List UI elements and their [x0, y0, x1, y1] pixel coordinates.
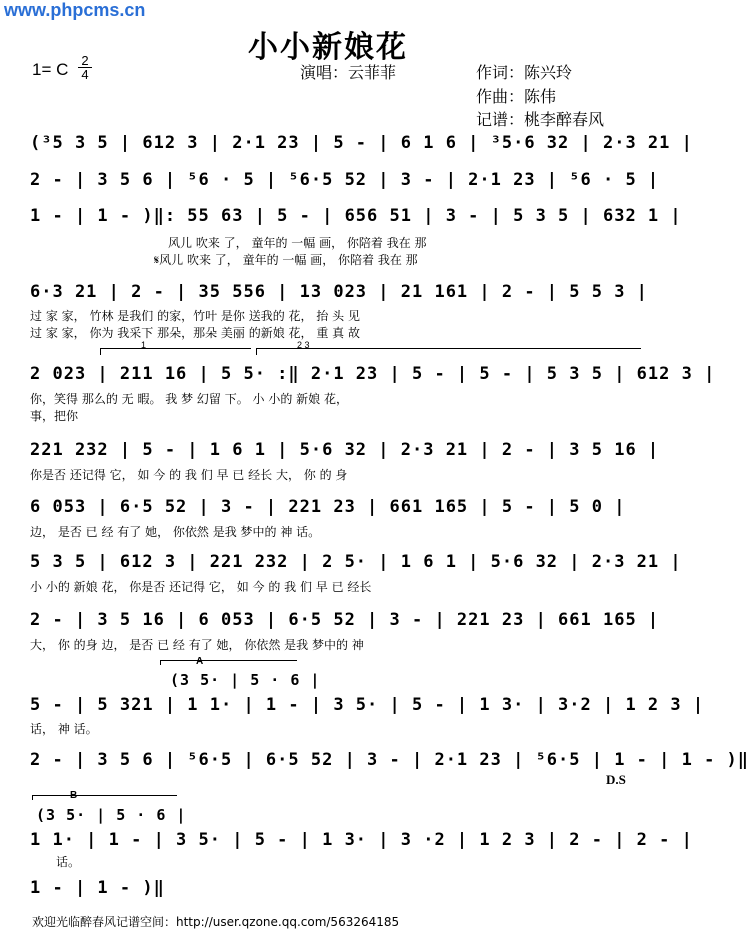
- score-line-11: 2 - | 3 5 6 | ⁵6·5 | 6·5 52 | 3 - | 2·1 23 | ⁵6·5 | 1 - | 1 - )‖: [30, 750, 749, 770]
- volta-second-ending: [256, 340, 641, 355]
- score-line-2: 2 - | 3 5 6 | ⁵6 · 5 | ⁵6·5 52 | 3 - | 2·1 23 | ⁵6 · 5 |: [30, 170, 660, 190]
- lyric-line-8a: 小 小的 新娘 花， 你是否 还记得 它， 如 今 的 我 们 早 已 经长: [30, 580, 372, 594]
- lyric-line-5a: 你，笑得 那么的 无 暇。 我 梦 幻留 下。 小 小的 新娘 花，: [30, 392, 348, 406]
- score-line-4: 6·3 21 | 2 - | 35 556 | 13 023 | 21 161 | 2 - | 5 5 3 |: [30, 282, 648, 302]
- lyric-line-3a: 风儿 吹来 了， 童年的 一幅 画， 你陪着 我在 那: [168, 236, 427, 250]
- score-line-10: 5 - | 5 321 | 1 1· | 1 - | 3 5· | 5 - | 1 3· | 3·2 | 1 2 3 |: [30, 695, 705, 715]
- coda-a-notes: (3 5· | 5 · 6 |: [170, 671, 321, 689]
- score-line-13: 1 - | 1 - )‖: [30, 878, 165, 898]
- song-title: 小小新娘花: [248, 30, 408, 65]
- composer-credit: 作曲：陈伟: [476, 87, 557, 106]
- score-line-12: 1 1· | 1 - | 3 5· | 5 - | 1 3· | 3 ·2 | 1 2 3 | 2 - | 2 - |: [30, 830, 693, 850]
- score-line-1: (³5 3 5 | 612 3 | 2·1 23 | 5 - | 6 1 6 | ³5·6 32 | 2·3 21 |: [30, 133, 693, 153]
- score-line-7: 6 053 | 6·5 52 | 3 - | 221 23 | 661 165 | 5 - | 5 0 |: [30, 497, 626, 517]
- meter-top: 2: [78, 54, 92, 68]
- coda-b-notes: (3 5· | 5 · 6 |: [36, 806, 187, 824]
- volta-first-label: 1: [141, 340, 147, 350]
- score-line-9: 2 - | 3 5 16 | 6 053 | 6·5 52 | 3 - | 221 23 | 661 165 |: [30, 610, 660, 630]
- lyric-line-4a: 过 家 家， 竹林 是我们 的家，竹叶 是你 送我的 花， 抬 头 见: [30, 309, 360, 323]
- score-line-5: 2 023 | 211 16 | 5 5· :‖ 2·1 23 | 5 - | 5 - | 5 3 5 | 612 3 |: [30, 364, 716, 384]
- key-signature: 1= C: [32, 60, 69, 79]
- coda-a-label: A: [196, 656, 204, 667]
- lyric-line-9a: 大， 你 的身 边， 是否 已 经 有了 她， 你依然 是我 梦中的 神: [30, 638, 364, 652]
- singer-credit: 演唱：云菲菲: [300, 63, 397, 82]
- lyric-line-10a: 话， 神 话。: [30, 722, 98, 736]
- lyric-line-4b: 过 家 家， 你为 我采下 那朵，那朵 美丽 的新娘 花， 重 真 故: [30, 326, 360, 340]
- meter-bottom: 4: [81, 67, 89, 82]
- site-watermark: www.phpcms.cn: [4, 0, 146, 20]
- lyric-line-12a: 话。: [56, 855, 81, 869]
- lyric-line-3b: 𝄋风儿 吹来 了， 童年的 一幅 画， 你陪着 我在 那: [154, 253, 418, 267]
- score-line-6: 221 232 | 5 - | 1 6 1 | 5·6 32 | 2·3 21 | 2 - | 3 5 16 |: [30, 440, 660, 460]
- transcriber-credit: 记谱：桃李醉春风: [476, 110, 605, 129]
- volta-first-ending: [100, 340, 251, 355]
- dal-segno-mark: D.S: [606, 772, 626, 787]
- lyric-line-6a: 你是否 还记得 它， 如 今 的 我 们 早 已 经长 大， 你 的 身: [30, 468, 348, 482]
- coda-b-label: B: [70, 790, 78, 801]
- coda-a-bracket: [160, 660, 297, 665]
- lyric-line-7a: 边， 是否 已 经 有了 她， 你依然 是我 梦中的 神 话。: [30, 525, 321, 539]
- volta-second-label: 2 3: [297, 340, 310, 350]
- score-line-8: 5 3 5 | 612 3 | 221 232 | 2 5· | 1 6 1 | 5·6 32 | 2·3 21 |: [30, 552, 682, 572]
- footer-note: 欢迎光临醉春风记谱空间：http://user.qzone.qq.com/563264185: [32, 915, 400, 929]
- time-signature: [78, 54, 92, 81]
- score-line-3: 1 - | 1 - )‖: 55 63 | 5 - | 656 51 | 3 - | 5 3 5 | 632 1 |: [30, 206, 682, 226]
- coda-b-bracket: [32, 795, 177, 800]
- lyricist-credit: 作词：陈兴玲: [476, 63, 573, 82]
- lyric-line-5b: 事，把你: [30, 409, 79, 423]
